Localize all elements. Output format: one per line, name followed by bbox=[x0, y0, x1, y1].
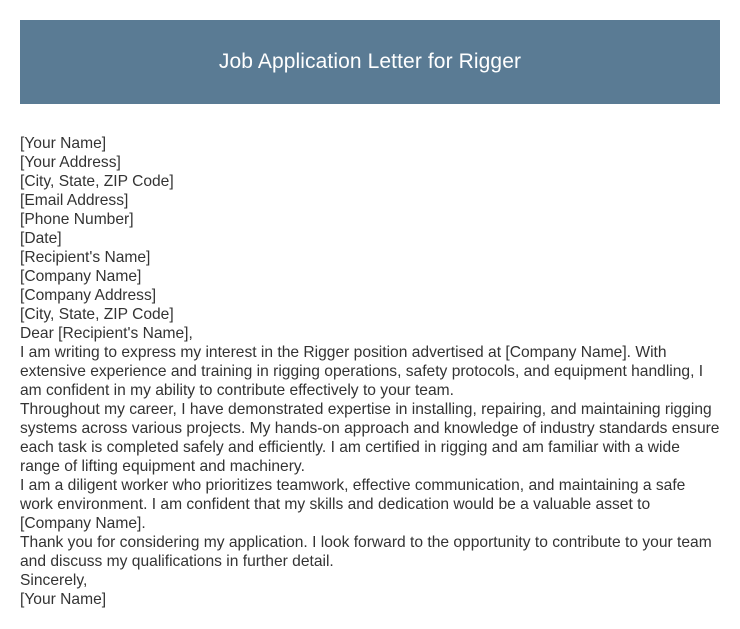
closing: Sincerely, bbox=[20, 572, 88, 589]
signature-name: [Your Name] bbox=[20, 591, 107, 608]
sender-phone: [Phone Number] bbox=[20, 211, 134, 228]
letter-date: [Date] bbox=[20, 230, 62, 247]
letter-body bbox=[20, 134, 722, 609]
sender-city-state-zip: [City, State, ZIP Code] bbox=[20, 173, 174, 190]
sender-name: [Your Name] bbox=[20, 135, 107, 152]
recipient-company-address: [Company Address] bbox=[20, 287, 157, 304]
sender-address: [Your Address] bbox=[20, 154, 121, 171]
salutation: Dear [Recipient's Name], bbox=[20, 325, 193, 342]
paragraph-intro: I am writing to express my interest in the Rigger position advertised at [Company Name]. With extensive experience and training in rigging operations, safety protocols, and equipment handling, I am confident in my ability to contribute effectively to your team. bbox=[20, 344, 704, 399]
recipient-company: [Company Name] bbox=[20, 268, 142, 285]
header-banner bbox=[20, 20, 720, 104]
sender-email: [Email Address] bbox=[20, 192, 129, 209]
paragraph-qualities: I am a diligent worker who prioritizes teamwork, effective communication, and maintaining a safe work environment. I am confident that my skills and dedication would be a valuable asset to [Company Name]. bbox=[20, 477, 686, 532]
paragraph-thanks: Thank you for considering my application. I look forward to the opportunity to contribute to your team and discuss my qualifications in further detail. bbox=[20, 534, 712, 570]
page-title: Job Application Letter for Rigger bbox=[218, 50, 522, 73]
paragraph-experience: Throughout my career, I have demonstrated expertise in installing, repairing, and maintaining rigging systems across various projects. My hands-on approach and knowledge of industry standards ensure each task is completed safely and efficiently. I am certified in rigging and am familiar with a wide range of lifting equipment and machinery. bbox=[20, 401, 720, 475]
recipient-name: [Recipient's Name] bbox=[20, 249, 151, 266]
recipient-city-state-zip: [City, State, ZIP Code] bbox=[20, 306, 174, 323]
